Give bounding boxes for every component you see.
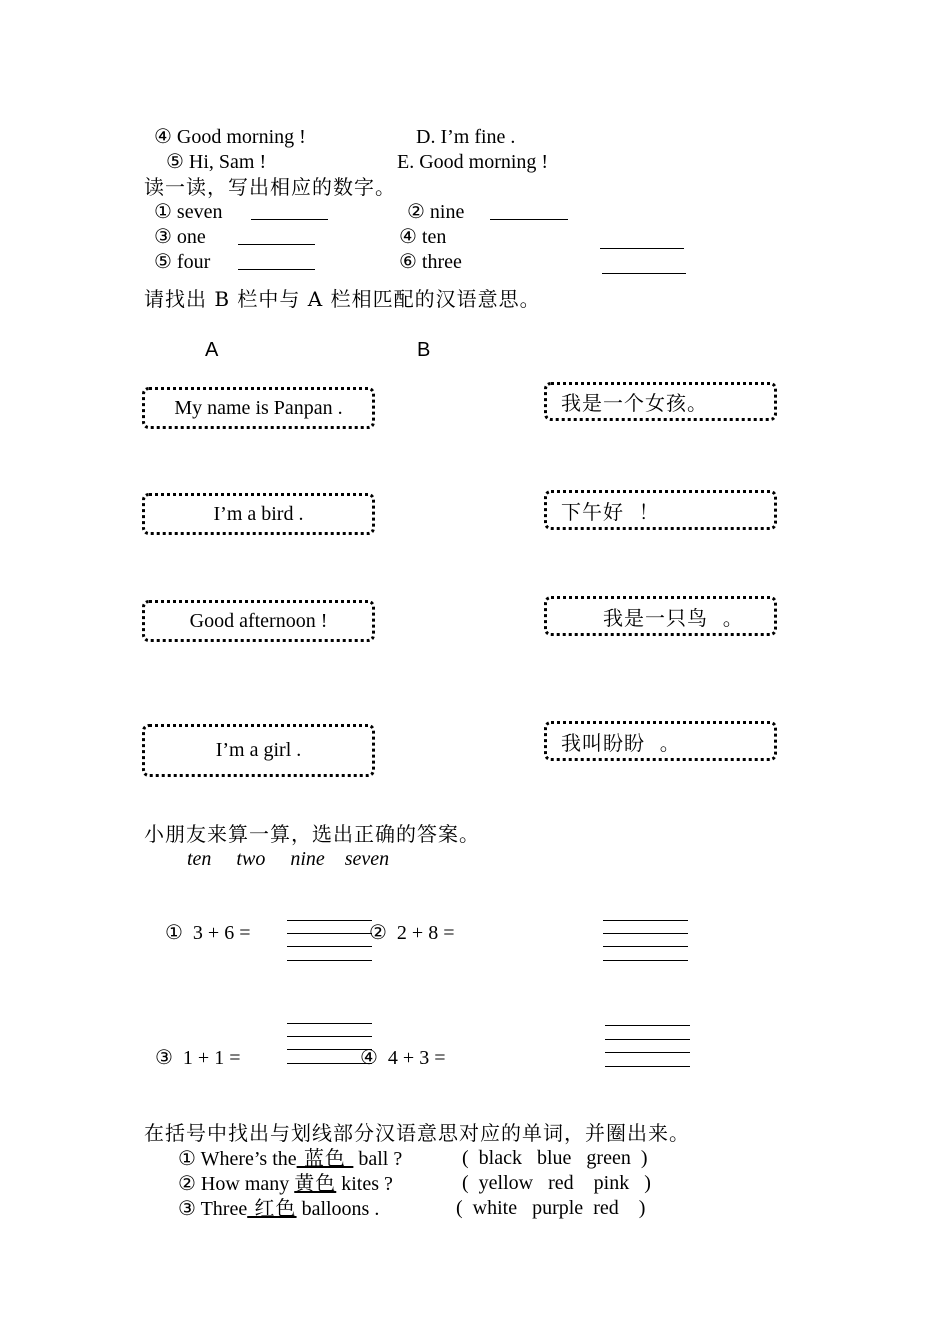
s2-item-one: ③ one	[154, 226, 206, 248]
s4-problem-2: ② 2 + 8 =	[369, 922, 455, 944]
s5-item-2-underlined: 黄色	[294, 1171, 337, 1195]
match-box-b2-text: 下午好 ！	[561, 499, 660, 524]
s4-problem-1: ① 3 + 6 =	[165, 922, 251, 944]
column-a-header: A	[205, 339, 219, 361]
match-box-b1-text: 我是一个女孩。	[561, 391, 708, 415]
s2-answer-blank[interactable]	[238, 244, 315, 245]
s2-item-nine: ② nine	[407, 201, 465, 223]
match-box-a1[interactable]	[142, 387, 375, 429]
s4-answer-line[interactable]	[287, 933, 372, 934]
s4-answer-line[interactable]	[603, 933, 688, 934]
match-box-a2-text: I’m a bird .	[213, 502, 304, 525]
s5-item-2-before: ② How many	[178, 1173, 295, 1195]
match-box-a4-text: I’m a girl .	[215, 739, 302, 761]
s4-answer-line[interactable]	[287, 1023, 372, 1024]
s2-item-three: ⑥ three	[399, 251, 462, 273]
s5-item-2-options[interactable]: ( yellow red pink )	[462, 1172, 651, 1194]
s4-answer-line[interactable]	[605, 1066, 690, 1067]
s1-line1-left: ④ Good morning !	[154, 126, 306, 148]
match-box-a1-text: My name is Panpan .	[174, 396, 343, 419]
s4-answer-line[interactable]	[603, 946, 688, 947]
s4-problem-4: ④ 4 + 3 =	[360, 1047, 446, 1069]
s4-answer-line[interactable]	[605, 1039, 690, 1040]
s2-answer-blank[interactable]	[238, 269, 315, 270]
s4-answer-line[interactable]	[287, 946, 372, 947]
column-b-header: B	[417, 339, 431, 361]
s1-line2-left: ⑤ Hi, Sam !	[166, 151, 267, 173]
match-box-b4-text: 我叫盼盼 。	[561, 730, 681, 755]
s5-item-3-options[interactable]: ( white purple red )	[456, 1197, 646, 1219]
s2-instruction: 读一读，写出相应的数字。	[144, 175, 396, 199]
s5-item-1	[178, 1146, 402, 1171]
match-box-b1[interactable]	[544, 382, 777, 421]
s5-item-1-underlined: 蓝色	[296, 1146, 354, 1170]
s5-item-3-underlined: 红色	[247, 1196, 297, 1220]
match-box-b3[interactable]	[544, 596, 777, 636]
s1-line1-right: D. I’m fine .	[416, 126, 516, 148]
s1-line2-right: E. Good morning !	[397, 151, 549, 173]
s4-answer-line[interactable]	[287, 920, 372, 921]
s4-answer-line[interactable]	[605, 1025, 690, 1026]
s5-item-2-after: kites ?	[336, 1173, 393, 1195]
s5-item-1-options[interactable]: ( black blue green )	[462, 1147, 648, 1169]
s5-item-1-before: ① Where’s the	[178, 1148, 297, 1170]
s5-instruction: 在括号中找出与划线部分汉语意思对应的单词，并圈出来。	[144, 1121, 690, 1145]
s5-item-2	[178, 1171, 393, 1196]
s2-item-seven: ① seven	[154, 201, 223, 223]
match-box-a3-text: Good afternoon !	[189, 609, 328, 632]
s2-answer-blank[interactable]	[490, 219, 568, 220]
s2-answer-blank[interactable]	[602, 273, 686, 274]
s2-item-ten: ④ ten	[399, 226, 447, 248]
s5-item-3-after: balloons .	[296, 1198, 380, 1220]
match-box-b4[interactable]	[544, 721, 777, 761]
s2-answer-blank[interactable]	[600, 248, 684, 249]
s4-instruction: 小朋友来算一算，选出正确的答案。	[144, 822, 480, 846]
s4-answer-line[interactable]	[603, 960, 688, 961]
s4-answer-line[interactable]	[605, 1052, 690, 1053]
s4-answer-line[interactable]	[287, 1036, 372, 1037]
s3-instruction: 请找出 B 栏中与 A 栏相匹配的汉语意思。	[144, 287, 541, 311]
s2-item-four: ⑤ four	[154, 251, 211, 273]
s4-answer-line[interactable]	[603, 920, 688, 921]
s5-item-3-before: ③ Three	[178, 1198, 248, 1220]
s4-answer-choices: ten two nine seven	[187, 848, 390, 870]
match-box-a3[interactable]	[142, 600, 375, 642]
match-box-b2[interactable]	[544, 490, 777, 530]
s4-answer-line[interactable]	[287, 960, 372, 961]
s4-problem-3: ③ 1 + 1 =	[155, 1047, 241, 1069]
match-box-b3-text: 我是一只鸟 。	[603, 605, 744, 630]
s5-item-1-after: ball ?	[353, 1148, 403, 1170]
s5-item-3	[178, 1196, 379, 1221]
match-box-a4[interactable]	[142, 724, 375, 777]
match-box-a2[interactable]	[142, 493, 375, 535]
s2-answer-blank[interactable]	[251, 219, 328, 220]
